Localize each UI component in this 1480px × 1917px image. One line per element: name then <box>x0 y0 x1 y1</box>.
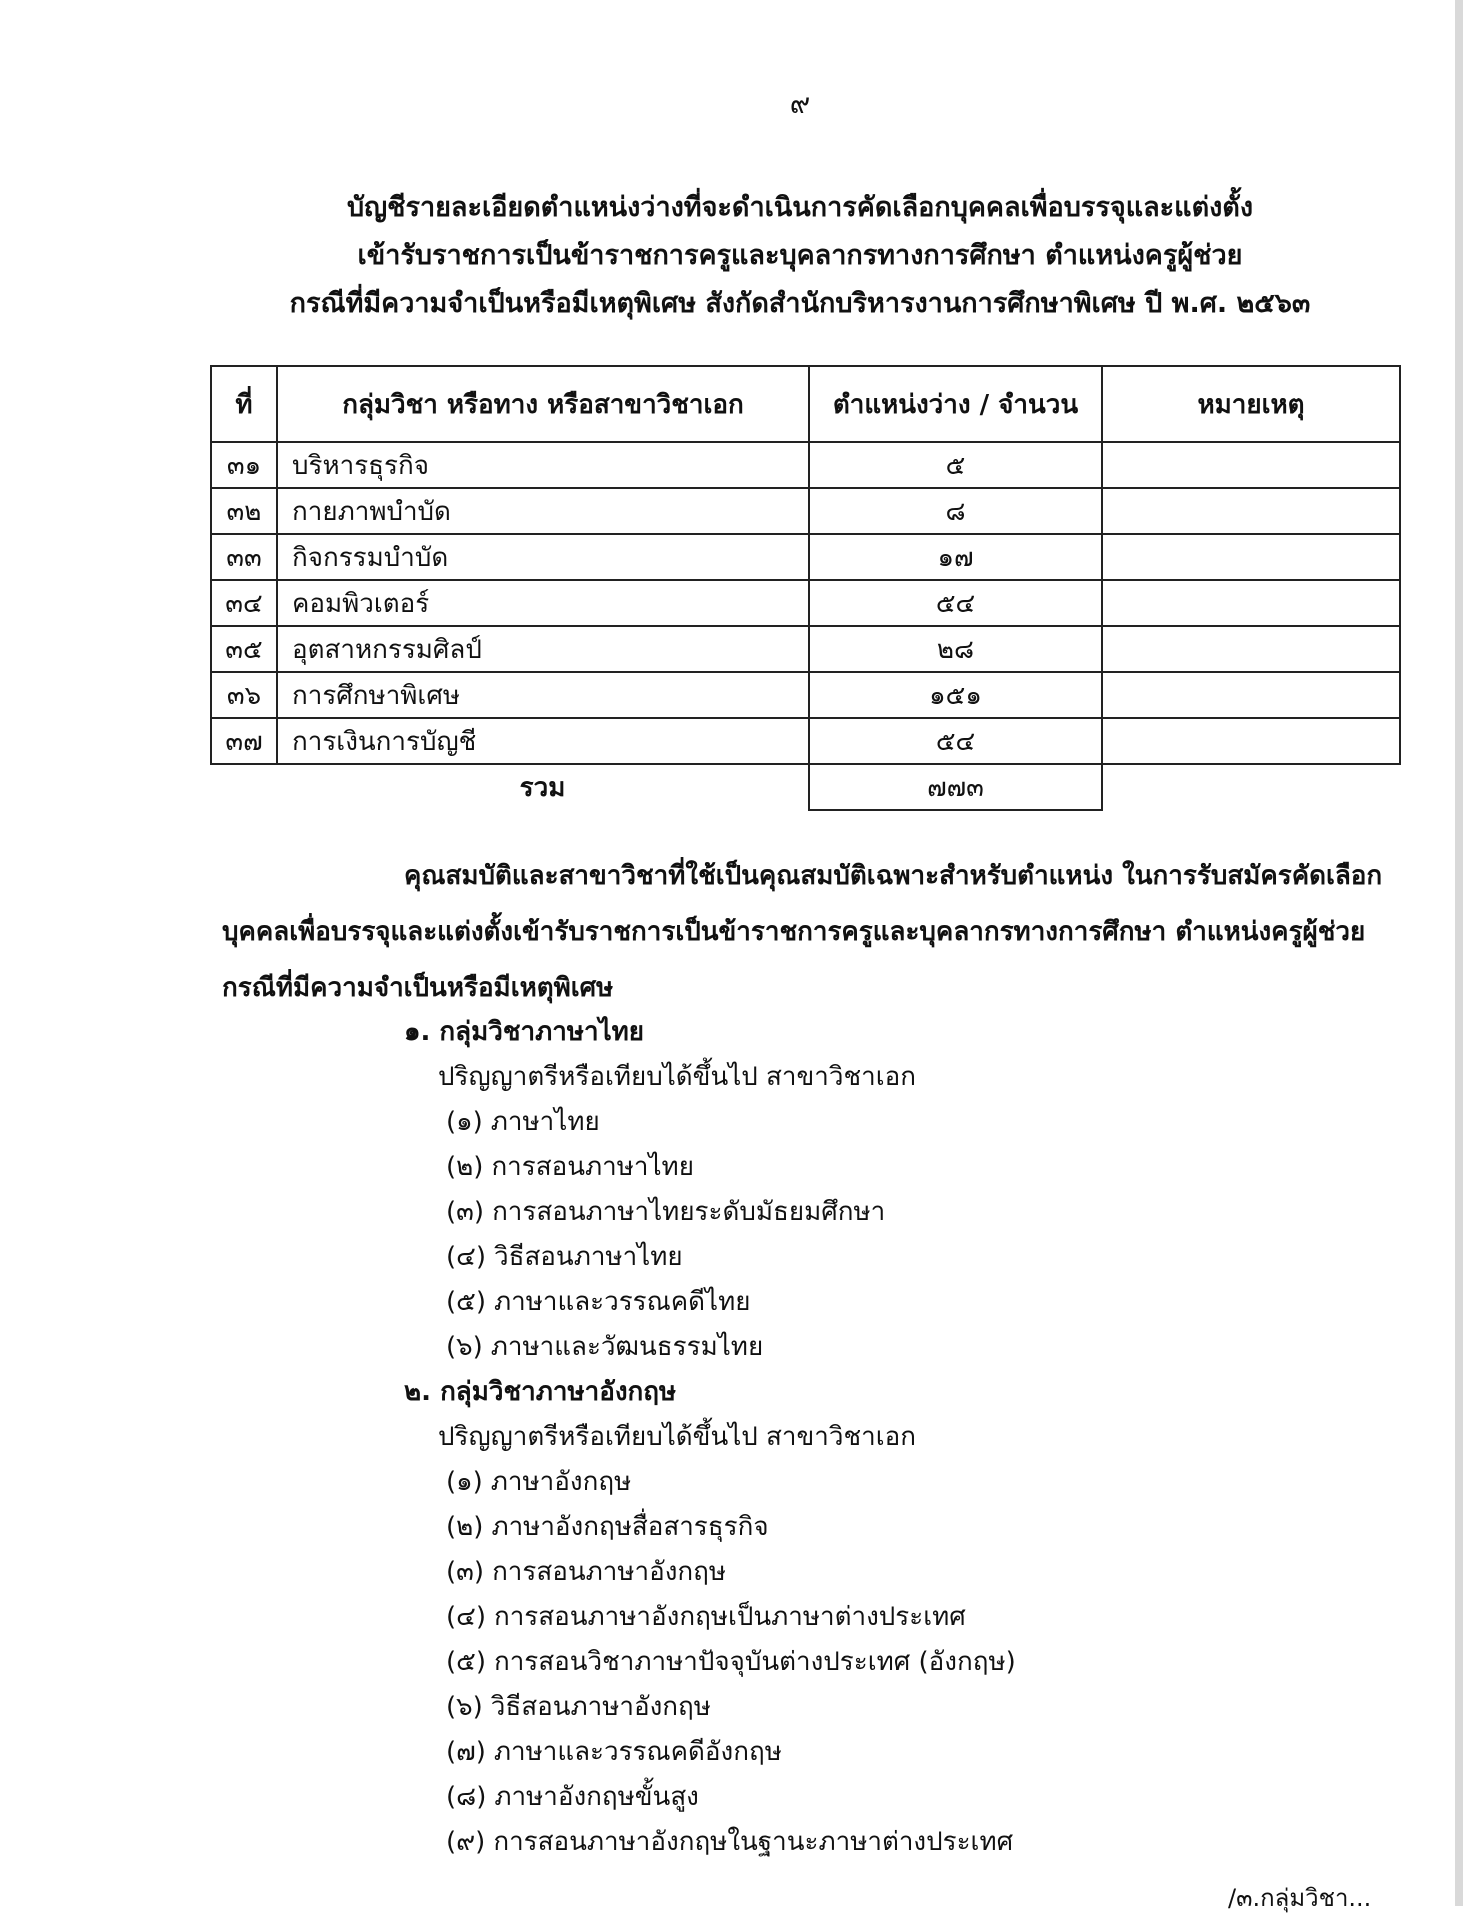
row-note <box>1102 672 1400 718</box>
item-number: (๒) <box>446 1512 484 1542</box>
table-row <box>211 580 1400 626</box>
item-number: (๑) <box>446 1107 483 1137</box>
row-no: ๓๔ <box>211 580 277 626</box>
row-subject: บริหารธุรกิจ <box>277 442 809 488</box>
row-subject: การศึกษาพิเศษ <box>277 672 809 718</box>
list-item <box>404 1550 1016 1595</box>
item-text: ภาษาและวรรณคดีไทย <box>493 1287 751 1317</box>
subject-group-list <box>404 1010 1016 1865</box>
list-item <box>404 1100 1016 1145</box>
row-note <box>1102 534 1400 580</box>
item-text: ภาษาไทย <box>490 1107 600 1137</box>
item-text: วิธีสอนภาษาไทย <box>493 1242 683 1272</box>
item-text: การสอนภาษาอังกฤษ <box>492 1557 727 1587</box>
row-subject: กายภาพบำบัด <box>277 488 809 534</box>
degree-requirement: ปริญญาตรีหรือเทียบได้ขึ้นไป สาขาวิชาเอก <box>438 1422 916 1452</box>
row-count: ๕๔ <box>809 580 1102 626</box>
item-number: (๕) <box>446 1287 486 1317</box>
header-no: ที่ <box>211 366 277 442</box>
row-no: ๓๖ <box>211 672 277 718</box>
row-subject: คอมพิวเตอร์ <box>277 580 809 626</box>
row-count: ๑๕๑ <box>809 672 1102 718</box>
item-number: (๒) <box>446 1152 484 1182</box>
group-title: ๒. กลุ่มวิชาภาษาอังกฤษ <box>404 1377 677 1407</box>
item-number: (๙) <box>446 1827 486 1857</box>
list-item <box>404 1685 1016 1730</box>
list-item <box>404 1460 1016 1505</box>
page-edge-shadow <box>1455 0 1463 1906</box>
item-text: การสอนภาษาไทยระดับมัธยมศึกษา <box>492 1197 886 1227</box>
table-row <box>211 718 1400 764</box>
intro-line-3: กรณีที่มีความจำเป็นหรือมีเหตุพิเศษ <box>222 973 614 1003</box>
item-text: การสอนภาษาอังกฤษเป็นภาษาต่างประเทศ <box>493 1602 966 1632</box>
header-subject: กลุ่มวิชา หรือทาง หรือสาขาวิชาเอก <box>277 366 809 442</box>
row-no: ๓๓ <box>211 534 277 580</box>
row-note <box>1102 488 1400 534</box>
item-text: ภาษาอังกฤษขั้นสูง <box>494 1782 699 1812</box>
title-line-3: กรณีที่มีความจำเป็นหรือมีเหตุพิเศษ สังกัดสำนักบริหารงานการศึกษาพิเศษ ปี พ.ศ. ๒๕๖๓ <box>289 288 1311 319</box>
list-item <box>404 1595 1016 1640</box>
header-count: ตำแหน่งว่าง / จำนวน <box>809 366 1102 442</box>
row-no: ๓๒ <box>211 488 277 534</box>
row-subject: อุตสาหกรรมศิลป์ <box>277 626 809 672</box>
list-item <box>404 1730 1016 1775</box>
intro-line-1: คุณสมบัติและสาขาวิชาที่ใช้เป็นคุณสมบัติเฉพาะสำหรับตำแหน่ง ในการรับสมัครคัดเลือก <box>404 861 1383 891</box>
table-row <box>211 626 1400 672</box>
list-item <box>404 1505 1016 1550</box>
table-header-row <box>211 366 1400 442</box>
total-value: ๗๗๓ <box>809 764 1102 810</box>
table-row <box>211 534 1400 580</box>
table-row <box>211 488 1400 534</box>
table-row <box>211 442 1400 488</box>
continuation-marker: /๓.กลุ่มวิชา... <box>1228 1884 1372 1912</box>
item-number: (๔) <box>446 1602 486 1632</box>
item-text: การสอนภาษาไทย <box>491 1152 694 1182</box>
item-text: ภาษาอังกฤษสื่อสารธุรกิจ <box>491 1512 769 1542</box>
item-text: ภาษาอังกฤษ <box>490 1467 632 1497</box>
list-item <box>404 1820 1016 1865</box>
title-line-2: เข้ารับราชการเป็นข้าราชการครูและบุคลากรทางการศึกษา ตำแหน่งครูผู้ช่วย <box>357 240 1243 271</box>
item-number: (๖) <box>446 1332 483 1362</box>
document-title <box>200 184 1400 328</box>
table-row <box>211 672 1400 718</box>
list-item <box>404 1235 1016 1280</box>
row-count: ๑๗ <box>809 534 1102 580</box>
row-note <box>1102 442 1400 488</box>
item-number: (๓) <box>446 1197 485 1227</box>
row-subject: การเงินการบัญชี <box>277 718 809 764</box>
item-number: (๔) <box>446 1242 486 1272</box>
row-note <box>1102 718 1400 764</box>
row-count: ๒๘ <box>809 626 1102 672</box>
item-number: (๑) <box>446 1467 483 1497</box>
item-text: วิธีสอนภาษาอังกฤษ <box>490 1692 711 1722</box>
item-text: การสอนภาษาอังกฤษในฐานะภาษาต่างประเทศ <box>493 1827 1014 1857</box>
intro-line-2: บุคคลเพื่อบรรจุและแต่งตั้งเข้ารับราชการเป็นข้าราชการครูและบุคลากรทางการศึกษา ตำแหน่งครูผู้ช่วย <box>222 917 1366 947</box>
row-subject: กิจกรรมบำบัด <box>277 534 809 580</box>
item-text: ภาษาและวรรณคดีอังกฤษ <box>493 1737 782 1767</box>
list-item <box>404 1190 1016 1235</box>
row-no: ๓๕ <box>211 626 277 672</box>
list-item <box>404 1775 1016 1820</box>
item-text: การสอนวิชาภาษาปัจจุบันต่างประเทศ (อังกฤษ) <box>493 1647 1016 1677</box>
item-number: (๗) <box>446 1737 486 1767</box>
row-count: ๕ <box>809 442 1102 488</box>
header-note: หมายเหตุ <box>1102 366 1400 442</box>
item-number: (๓) <box>446 1557 485 1587</box>
title-line-1: บัญชีรายละเอียดตำแหน่งว่างที่จะดำเนินการคัดเลือกบุคคลเพื่อบรรจุและแต่งตั้ง <box>346 192 1254 223</box>
degree-requirement: ปริญญาตรีหรือเทียบได้ขึ้นไป สาขาวิชาเอก <box>438 1062 916 1092</box>
row-count: ๘ <box>809 488 1102 534</box>
total-label: รวม <box>519 773 566 803</box>
table-total-row <box>211 764 1400 810</box>
list-item <box>404 1145 1016 1190</box>
item-number: (๕) <box>446 1647 486 1677</box>
item-number: (๖) <box>446 1692 483 1722</box>
row-note <box>1102 626 1400 672</box>
item-number: (๘) <box>446 1782 487 1812</box>
vacancy-table <box>210 365 1401 811</box>
list-item <box>404 1280 1016 1325</box>
page-number: ๙ <box>789 87 811 120</box>
qualification-intro <box>222 848 1382 1016</box>
list-item <box>404 1325 1016 1370</box>
row-count: ๕๔ <box>809 718 1102 764</box>
item-text: ภาษาและวัฒนธรรมไทย <box>490 1332 764 1362</box>
group-title: ๑. กลุ่มวิชาภาษาไทย <box>404 1017 645 1047</box>
row-note <box>1102 580 1400 626</box>
row-no: ๓๑ <box>211 442 277 488</box>
row-no: ๓๗ <box>211 718 277 764</box>
list-item <box>404 1640 1016 1685</box>
